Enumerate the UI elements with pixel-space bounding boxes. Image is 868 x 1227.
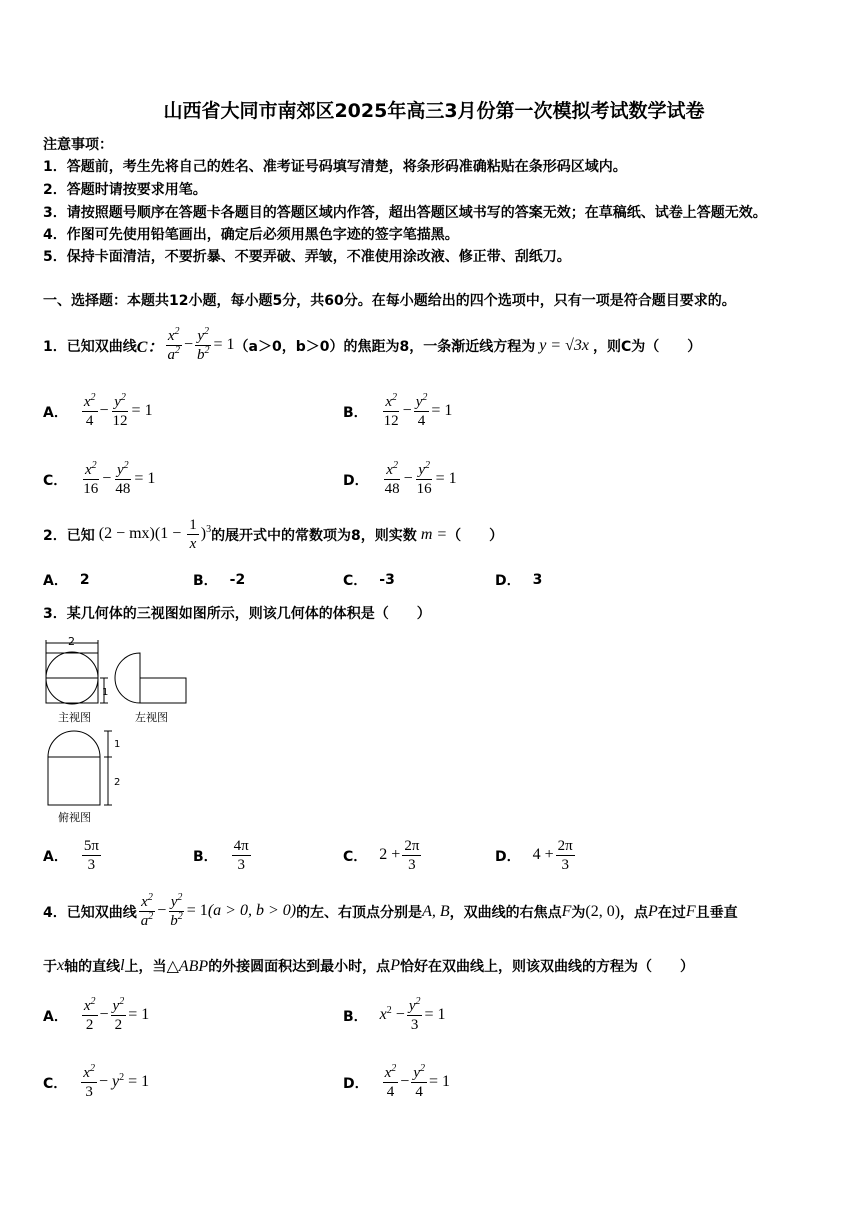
note-item: 2．答题时请按要求用笔。 (43, 182, 207, 198)
asymptote-equation: y = √3x (539, 336, 589, 354)
option-value: 2 (79, 572, 90, 588)
question-text: 已知 (66, 527, 95, 544)
side-view-caption: 左视图 (135, 711, 168, 724)
dim-top-1: 1 (114, 739, 121, 750)
question-text: （ ） (447, 527, 504, 544)
option-label: A． (43, 848, 68, 865)
question-2 (43, 516, 503, 553)
question-text: 轴的直线 (64, 959, 121, 975)
note-item: 1．答题前，考生先将自己的姓名、准考证号码填写清楚，将条形码准确粘贴在条形码区域内。 (43, 159, 627, 175)
option-value: 3 (532, 572, 543, 588)
note-item: 5．保持卡面清洁，不要折暴、不要弄破、弄皱，不准使用涂改液、修正带、刮纸刀。 (43, 249, 571, 265)
question-text: 恰好在双曲线上，则该双曲线的方程为（ ） (399, 959, 694, 975)
option-label: D． (495, 848, 521, 865)
three-view-figure (38, 635, 198, 827)
question-text: 于 (43, 959, 57, 975)
option-b[interactable] (193, 570, 245, 590)
option-label: A． (43, 573, 68, 589)
option-d[interactable] (495, 570, 542, 590)
line-var: l (120, 957, 125, 974)
front-view-caption: 主视图 (58, 711, 91, 724)
section-heading: 一、选择题：本题共12小题，每小题5分，共60分。在每小题给出的四个选项中，只有一项是符合题目要求的。 (43, 293, 736, 309)
option-b[interactable]: B． $\frac{4\pi}{3}$ (193, 838, 249, 873)
question-number: 4． (43, 904, 67, 921)
option-d[interactable]: D． $\frac{x^2}{48}$ − $\frac{y^2}{16}$ = 1 (343, 460, 457, 497)
hyperbola-equation: $\frac{x^2}{a^2}$ − $\frac{y^2}{b^2}$ = 1 (167, 326, 235, 363)
option-a[interactable] (43, 570, 90, 590)
question-text: 在过 (657, 904, 686, 921)
question-text: ，双曲线的右焦点 (449, 904, 562, 921)
point-p: P (390, 957, 400, 974)
option-a[interactable]: A． $\frac{x^2}{2}$ − $\frac{y^2}{2}$ = 1 (43, 996, 150, 1033)
option-label: C． (343, 848, 368, 865)
option-b[interactable]: B． $\frac{x^2}{12}$ − $\frac{y^2}{4}$ = 1 (343, 392, 453, 429)
dim-top-2: 2 (114, 777, 121, 788)
focus: F (685, 902, 696, 920)
option-label: A． (43, 1008, 68, 1025)
question-text: 的展开式中的常数项为8，则实数 (211, 527, 417, 544)
question-3 (43, 603, 431, 623)
option-label: B． (193, 573, 218, 589)
question-4-line-2 (43, 956, 694, 976)
option-label: A． (43, 404, 68, 421)
question-1 (43, 327, 701, 364)
question-text: 已知双曲线 (66, 904, 137, 921)
option-c[interactable] (343, 570, 395, 590)
page-title: 山西省大同市南郊区2025年高三3月份第一次模拟考试数学试卷 (163, 100, 705, 122)
option-a[interactable]: A． $\frac{x^2}{4}$ − $\frac{y^2}{12}$ = 1 (43, 392, 153, 429)
binomial-expression: (2 − mx)(1 − $\frac{1}{x}$ )$^3$ (98, 517, 212, 552)
question-text: ，则C为（ ） (592, 338, 702, 355)
option-c[interactable]: C． $\frac{x^2}{3}$ − $y^2 = 1$ (43, 1063, 150, 1100)
top-view-caption: 俯视图 (58, 811, 91, 824)
top-view (48, 731, 112, 805)
note-item: 4．作图可先使用铅笔画出，确定后必须用黑色字迹的签字笔描黑。 (43, 227, 459, 243)
question-text: 上，当 (124, 959, 167, 975)
question-4 (43, 893, 738, 930)
option-b[interactable]: B． $x^2$ − $\frac{y^2}{3}$ = 1 (343, 996, 446, 1033)
question-text: 的左、右顶点分别是 (296, 904, 423, 921)
hyperbola-equation: $\frac{x^2}{a^2}$ − $\frac{y^2}{b^2}$ = 1(a > 0, b > 0) (140, 892, 297, 929)
vertices: A, B (422, 902, 450, 920)
question-number: 1． (43, 338, 67, 355)
option-c[interactable]: C． $\frac{x^2}{16}$ − $\frac{y^2}{48}$ = 1 (43, 460, 156, 497)
variable: m = (420, 525, 448, 543)
option-a[interactable]: A． $\frac{5\pi}{3}$ (43, 838, 99, 873)
curve-name: C： (136, 339, 164, 356)
triangle: △ABP (166, 958, 209, 975)
option-label: D． (343, 1075, 369, 1092)
dim-width: 2 (68, 635, 75, 648)
dim-front-height: 1 (102, 687, 109, 698)
focus: F (561, 902, 572, 920)
focus-point: (2, 0) (585, 902, 621, 920)
side-view (115, 653, 186, 703)
option-value: -2 (229, 572, 246, 588)
point-p: P (648, 902, 658, 920)
option-value: -3 (379, 572, 395, 588)
option-d[interactable]: D． 4 + $\frac{2\pi}{3}$ (495, 838, 573, 873)
option-d[interactable]: D． $\frac{x^2}{4}$ − $\frac{y^2}{4}$ = 1 (343, 1063, 451, 1100)
option-c[interactable]: C． 2 + $\frac{2\pi}{3}$ (343, 838, 420, 873)
question-text: 且垂直 (695, 904, 738, 921)
question-text: 已知双曲线 (66, 338, 137, 355)
question-text: 某几何体的三视图如图所示，则该几何体的体积是（ ） (66, 606, 431, 622)
option-label: B． (343, 1008, 368, 1025)
option-label: D． (495, 573, 521, 589)
option-label: C． (43, 472, 68, 489)
option-label: B． (193, 848, 218, 865)
option-label: C． (343, 573, 368, 589)
option-label: D． (343, 472, 369, 489)
question-text: 为 (571, 904, 586, 921)
note-item: 3．请按照题号顺序在答题卡各题目的答题区域内作答，超出答题区域书写的答案无效；在草稿纸、试卷上答题无效。 (43, 205, 767, 221)
option-label: B． (343, 404, 368, 421)
question-number: 2． (43, 527, 67, 544)
front-view (46, 640, 108, 704)
x-axis-var: x (57, 957, 65, 974)
option-label: C． (43, 1075, 68, 1092)
notes-heading: 注意事项： (43, 137, 113, 153)
question-text: （a＞0，b＞0）的焦距为8，一条渐近线方程为 (234, 338, 536, 355)
question-text: 的外接圆面积达到最小时，点 (208, 959, 391, 975)
question-number: 3． (43, 606, 67, 622)
question-text: ，点 (620, 904, 649, 921)
